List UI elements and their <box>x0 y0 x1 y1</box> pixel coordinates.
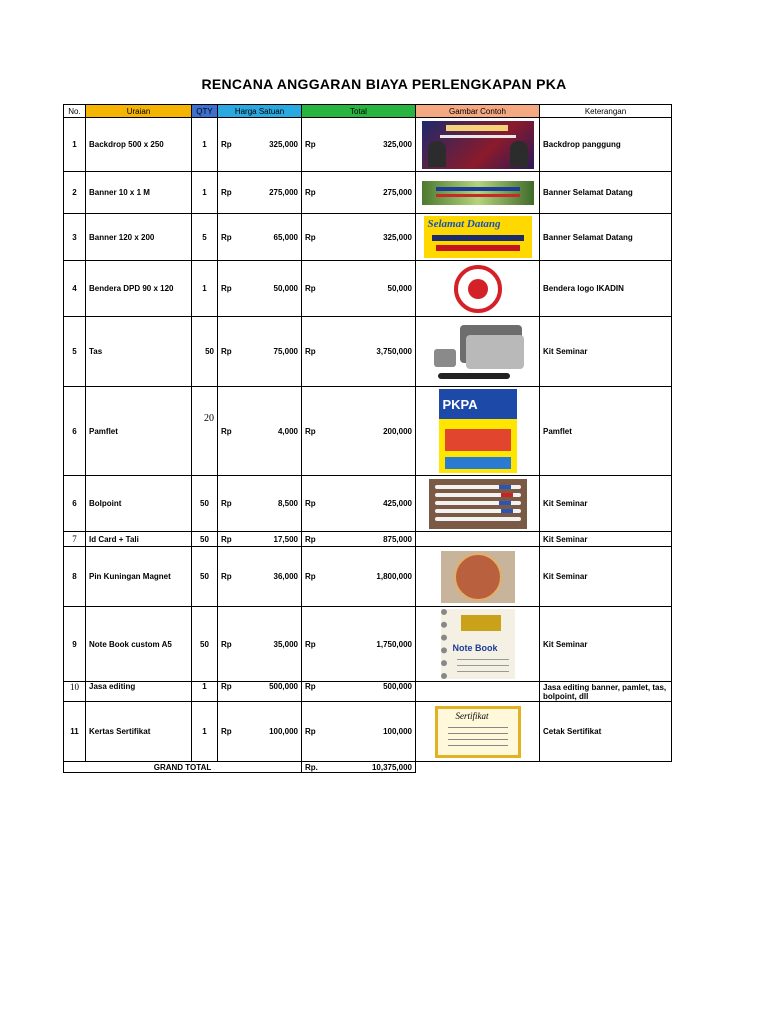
header-gambar: Gambar Contoh <box>416 105 540 118</box>
row-keterangan: Bendera logo IKADIN <box>540 261 672 317</box>
table-row <box>64 476 672 532</box>
row-harga: Rp 65,000 <box>218 214 302 261</box>
header-row <box>64 105 672 118</box>
row-keterangan: Pamflet <box>540 387 672 476</box>
ikadin-logo <box>454 265 502 313</box>
row-harga: Rp 50,000 <box>218 261 302 317</box>
row-image <box>416 682 540 702</box>
row-no: 5 <box>64 317 86 387</box>
row-image <box>416 172 540 214</box>
row-uraian: Bendera DPD 90 x 120 <box>86 261 192 317</box>
row-uraian: Banner 10 x 1 M <box>86 172 192 214</box>
row-harga: Rp 35,000 <box>218 607 302 682</box>
row-no: 8 <box>64 547 86 607</box>
row-uraian: Bolpoint <box>86 476 192 532</box>
row-image <box>416 118 540 172</box>
pamphlet-photo: PKPA <box>439 389 517 473</box>
row-qty: 1 <box>192 261 218 317</box>
banner-photo <box>422 181 534 205</box>
row-harga: Rp 100,000 <box>218 702 302 762</box>
row-no: 7 <box>64 532 86 547</box>
row-total: Rp 50,000 <box>302 261 416 317</box>
row-keterangan: Kit Seminar <box>540 476 672 532</box>
row-keterangan: Kit Seminar <box>540 532 672 547</box>
row-harga: Rp 17,500 <box>218 532 302 547</box>
row-qty: 1 <box>192 682 218 702</box>
table-row <box>64 607 672 682</box>
table-row <box>64 702 672 762</box>
row-keterangan: Jasa editing banner, pamlet, tas, bolpoint, dll <box>540 682 672 702</box>
row-total: Rp 200,000 <box>302 387 416 476</box>
row-image <box>416 702 540 762</box>
table-row <box>64 172 672 214</box>
row-qty: 1 <box>192 702 218 762</box>
row-no: 6 <box>64 476 86 532</box>
row-keterangan: Backdrop panggung <box>540 118 672 172</box>
row-uraian: Backdrop 500 x 250 <box>86 118 192 172</box>
budget-table <box>63 104 672 773</box>
row-uraian: Note Book custom A5 <box>86 607 192 682</box>
row-no: 4 <box>64 261 86 317</box>
row-total: Rp 500,000 <box>302 682 416 702</box>
backdrop-photo <box>422 121 534 169</box>
row-no: 11 <box>64 702 86 762</box>
row-total: Rp 275,000 <box>302 172 416 214</box>
row-keterangan: Cetak Sertifikat <box>540 702 672 762</box>
row-image <box>416 317 540 387</box>
row-keterangan: Kit Seminar <box>540 317 672 387</box>
header-keterangan: Keterangan <box>540 105 672 118</box>
grand-total-value: Rp. 10,375,000 <box>302 762 416 773</box>
row-image <box>416 261 540 317</box>
notebook-photo: Note Book <box>441 609 515 679</box>
row-harga: Rp 8,500 <box>218 476 302 532</box>
row-no: 10 <box>64 682 86 702</box>
row-image <box>416 547 540 607</box>
row-no: 2 <box>64 172 86 214</box>
row-total: Rp 325,000 <box>302 214 416 261</box>
row-harga: Rp 500,000 <box>218 682 302 702</box>
row-image <box>416 607 540 682</box>
row-uraian: Tas <box>86 317 192 387</box>
row-total: Rp 100,000 <box>302 702 416 762</box>
row-keterangan: Banner Selamat Datang <box>540 172 672 214</box>
row-harga: Rp 325,000 <box>218 118 302 172</box>
row-harga: Rp 4,000 <box>218 387 302 476</box>
table-row <box>64 532 672 547</box>
row-total: Rp 425,000 <box>302 476 416 532</box>
row-keterangan: Banner Selamat Datang <box>540 214 672 261</box>
row-qty: 50 <box>192 476 218 532</box>
row-total: Rp 875,000 <box>302 532 416 547</box>
row-uraian: Id Card + Tali <box>86 532 192 547</box>
row-image <box>416 387 540 476</box>
header-no: No. <box>64 105 86 118</box>
row-no: 3 <box>64 214 86 261</box>
row-harga: Rp 36,000 <box>218 547 302 607</box>
row-no: 9 <box>64 607 86 682</box>
pens-photo <box>429 479 527 529</box>
page-title: RENCANA ANGGARAN BIAYA PERLENGKAPAN PKA <box>201 76 567 92</box>
table-row <box>64 261 672 317</box>
row-image <box>416 476 540 532</box>
bag-photo <box>430 321 526 383</box>
row-uraian: Pin Kuningan Magnet <box>86 547 192 607</box>
row-qty: 50 <box>192 547 218 607</box>
certificate-photo: Sertifikat <box>435 706 521 758</box>
header-uraian: Uraian <box>86 105 192 118</box>
banner-selamat-datang-photo: Selamat Datang <box>424 216 532 258</box>
grand-total-label: GRAND TOTAL <box>64 762 302 773</box>
row-total: Rp 3,750,000 <box>302 317 416 387</box>
row-harga: Rp 75,000 <box>218 317 302 387</box>
row-image <box>416 532 540 547</box>
header-harga: Harga Satuan <box>218 105 302 118</box>
row-qty: 20 <box>192 387 218 476</box>
row-qty: 1 <box>192 118 218 172</box>
row-total: Rp 1,800,000 <box>302 547 416 607</box>
table-row <box>64 214 672 261</box>
row-qty: 50 <box>192 317 218 387</box>
row-image <box>416 214 540 261</box>
row-harga: Rp 275,000 <box>218 172 302 214</box>
row-keterangan: Kit Seminar <box>540 607 672 682</box>
table-row <box>64 682 672 702</box>
header-total: Total <box>302 105 416 118</box>
row-uraian: Pamflet <box>86 387 192 476</box>
table-row <box>64 547 672 607</box>
row-uraian: Kertas Sertifikat <box>86 702 192 762</box>
row-keterangan: Kit Seminar <box>540 547 672 607</box>
row-qty: 50 <box>192 607 218 682</box>
table-row <box>64 118 672 172</box>
row-total: Rp 325,000 <box>302 118 416 172</box>
grand-total-row <box>64 762 672 773</box>
table-row <box>64 317 672 387</box>
row-uraian: Banner 120 x 200 <box>86 214 192 261</box>
row-total: Rp 1,750,000 <box>302 607 416 682</box>
row-qty: 50 <box>192 532 218 547</box>
row-no: 6 <box>64 387 86 476</box>
pin-photo <box>441 551 515 603</box>
header-qty: QTY <box>192 105 218 118</box>
row-qty: 1 <box>192 172 218 214</box>
row-uraian: Jasa editing <box>86 682 192 702</box>
row-no: 1 <box>64 118 86 172</box>
table-row <box>64 387 672 476</box>
row-qty: 5 <box>192 214 218 261</box>
